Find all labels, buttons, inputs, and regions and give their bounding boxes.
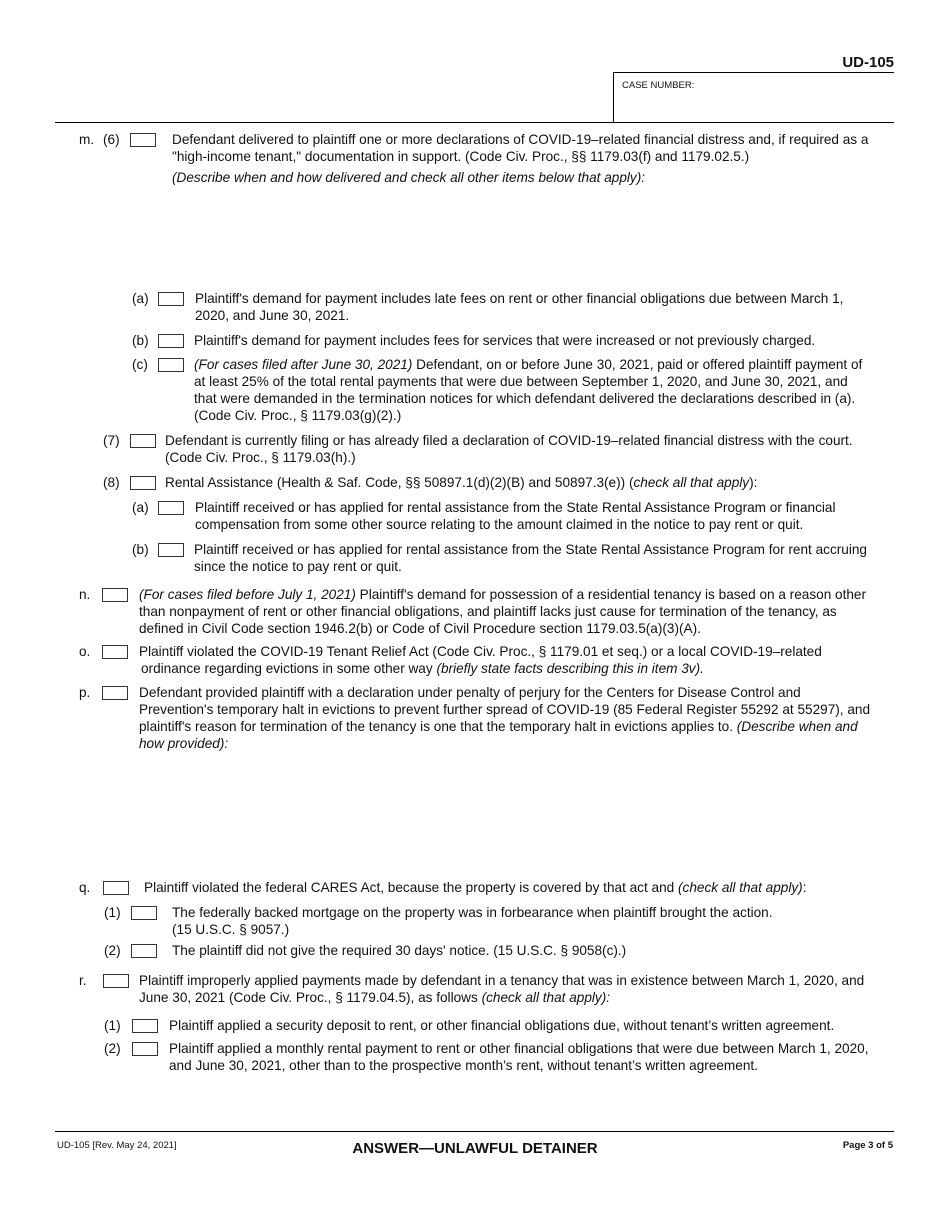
item-q-text-main: Plaintiff violated the federal CARES Act, because the property is covered by that act and — [144, 880, 678, 895]
item-m6a-text-line1: Plaintiff's demand for payment includes late fees on rent or other financial obligations due between March 1, — [195, 291, 844, 306]
item-m6c-text-line2: at least 25% of the total rental payments that were due between September 1, 2020, and June 30, 2021, and — [194, 374, 848, 389]
item-8-text — [165, 474, 757, 491]
item-n-label: n. — [79, 587, 91, 602]
item-o-label: o. — [79, 644, 91, 659]
item-r1-text: Plaintiff applied a security deposit to rent, or other financial obligations due, without tenant’s written agreement. — [169, 1018, 835, 1033]
item-r-text-line2 — [139, 989, 610, 1006]
item-m6-text-line1: Defendant delivered to plaintiff one or more declarations of COVID-19–related financial distress and, if required as a — [172, 132, 869, 147]
item-q-label: q. — [79, 880, 91, 895]
item-m6a-text-line2: 2020, and June 30, 2021. — [195, 308, 350, 323]
footer-divider — [55, 1131, 894, 1132]
item-8-checkbox[interactable] — [130, 476, 156, 490]
item-r2-text-line2: and June 30, 2021, other than to the prospective month’s rent, without tenant’s written agreement. — [169, 1058, 758, 1073]
item-n-line1-rest: Plaintiff's demand for possession of a residential tenancy is based on a reason other — [355, 587, 867, 602]
item-8a-label: (a) — [132, 500, 149, 515]
item-q-end: : — [802, 880, 807, 895]
item-m6c-text-line4: (Code Civ. Proc., § 1179.03(g)(2).) — [194, 408, 402, 423]
item-7-checkbox[interactable] — [130, 434, 156, 448]
item-8a-checkbox[interactable] — [158, 501, 184, 515]
item-o-text-line1: Plaintiff violated the COVID-19 Tenant Relief Act (Code Civ. Proc., § 1179.01 et seq.) or a local COVID-19–related — [139, 644, 822, 659]
item-q1-text-line2: (15 U.S.C. § 9057.) — [172, 922, 290, 937]
item-m6a-checkbox[interactable] — [158, 292, 184, 306]
item-8a-text-line1: Plaintiff received or has applied for rental assistance from the State Rental Assistance Program or financial — [195, 500, 836, 515]
item-o-checkbox[interactable] — [102, 645, 128, 659]
item-q-checkbox[interactable] — [103, 881, 129, 895]
item-o-italic: (briefly state facts describing this in item 3v). — [436, 661, 704, 676]
item-m6b-checkbox[interactable] — [158, 334, 184, 348]
item-m6c-checkbox[interactable] — [158, 358, 184, 372]
item-m6c-italic: (For cases filed after June 30, 2021) — [194, 357, 413, 372]
item-8-text-main: Rental Assistance (Health & Saf. Code, §§ 50897.1(d)(2)(B) and 50897.3(e)) ( — [165, 475, 634, 490]
item-8b-text-line1: Plaintiff received or has applied for rental assistance from the State Rental Assistance Program for rent accruing — [194, 542, 867, 557]
item-p-line3-italic: (Describe when and — [736, 719, 858, 734]
item-8b-text-line2: since the notice to pay rent or quit. — [194, 559, 402, 574]
item-8-end: ): — [749, 475, 758, 490]
item-p-description-area[interactable] — [139, 756, 891, 868]
item-q2-label: (2) — [104, 943, 121, 958]
item-m6-checkbox[interactable] — [130, 133, 156, 147]
case-number-box[interactable] — [613, 72, 894, 122]
item-q-italic: (check all that apply) — [678, 880, 803, 895]
item-m6-description-area[interactable] — [172, 192, 892, 284]
item-q-text — [144, 879, 806, 896]
item-m6c-line1-rest: Defendant, on or before June 30, 2021, paid or offered plaintiff payment of — [412, 357, 863, 372]
item-p-text-line4: how provided): — [139, 736, 229, 751]
item-o-line2-main: ordinance regarding evictions in some other way — [141, 661, 437, 676]
item-7-text-line1: Defendant is currently filing or has already filed a declaration of COVID-19–related financial distress with the court. — [165, 433, 853, 448]
item-p-text-line2: Prevention's temporary halt in evictions to prevent further spread of COVID-19 (85 Federal Register 55292 at 55297), and — [139, 702, 871, 717]
item-r1-label: (1) — [104, 1018, 121, 1033]
item-p-text-line1: Defendant provided plaintiff with a declaration under penalty of perjury for the Centers for Disease Control and — [139, 685, 801, 700]
item-8b-checkbox[interactable] — [158, 543, 184, 557]
header-divider — [55, 122, 894, 123]
item-m6a-label: (a) — [132, 291, 149, 306]
item-m6-instruction: (Describe when and how delivered and check all other items below that apply): — [172, 170, 646, 185]
item-r-italic: (check all that apply): — [481, 990, 611, 1005]
form-id: UD-105 — [842, 54, 894, 71]
item-r2-label: (2) — [104, 1041, 121, 1056]
item-m6b-text: Plaintiff's demand for payment includes fees for services that were increased or not previously charged. — [194, 333, 816, 348]
item-q1-checkbox[interactable] — [131, 906, 157, 920]
item-m6c-text-line1 — [194, 356, 862, 373]
footer-title: ANSWER—UNLAWFUL DETAINER — [352, 1140, 598, 1157]
item-r-checkbox[interactable] — [103, 974, 129, 988]
item-m6b-label: (b) — [132, 333, 149, 348]
item-r2-checkbox[interactable] — [132, 1042, 158, 1056]
item-n-text-line3: defined in Civil Code section 1946.2(b) or Code of Civil Procedure section 1179.03.5(a)(3)(A). — [139, 621, 701, 636]
item-7-text-line2: (Code Civ. Proc., § 1179.03(h).) — [165, 450, 356, 465]
item-8-italic: check all that apply — [633, 475, 750, 490]
item-q1-text-line1: The federally backed mortgage on the property was in forbearance when plaintiff brought the action. — [172, 905, 773, 920]
item-o-text-line2 — [141, 660, 704, 677]
item-r-label: r. — [79, 973, 87, 988]
item-p-checkbox[interactable] — [102, 686, 128, 700]
item-m6c-text-line3: that were demanded in the termination notices for which defendant delivered the declarations described in (a). — [194, 391, 856, 406]
item-m6-text-line2: "high-income tenant," documentation in support. (Code Civ. Proc., §§ 1179.03(f) and 1179.02.5.) — [172, 149, 750, 164]
item-r1-checkbox[interactable] — [132, 1019, 158, 1033]
item-n-text-line2: than nonpayment of rent or other financial obligations, and plaintiff lacks just cause for termination of the tenancy, as — [139, 604, 837, 619]
item-q2-checkbox[interactable] — [131, 944, 157, 958]
case-number-label: CASE NUMBER: — [622, 80, 695, 91]
item-p-text-line3 — [139, 718, 858, 735]
item-n-italic: (For cases filed before July 1, 2021) — [139, 587, 356, 602]
footer-form-revision: UD-105 [Rev. May 24, 2021] — [57, 1140, 177, 1151]
footer-page-number: Page 3 of 5 — [842, 1140, 893, 1151]
item-7-label: (7) — [103, 433, 120, 448]
item-r2-text-line1: Plaintiff applied a monthly rental payment to rent or other financial obligations that were due between March 1, 2020, — [169, 1041, 869, 1056]
item-8a-text-line2: compensation from some other source relating to the amount claimed in the notice to pay rent or quit. — [195, 517, 804, 532]
item-m-letter: m. — [79, 132, 95, 147]
item-r-text-line1: Plaintiff improperly applied payments made by defendant in a tenancy that was in existence between March 1, 2020, and — [139, 973, 865, 988]
item-n-checkbox[interactable] — [102, 588, 128, 602]
item-m-number: (6) — [103, 132, 120, 147]
item-p-line3-main: plaintiff's reason for termination of the tenancy is one that the temporary halt in evictions applies to. — [139, 719, 737, 734]
item-8b-label: (b) — [132, 542, 149, 557]
item-q2-text: The plaintiff did not give the required 30 days' notice. (15 U.S.C. § 9058(c).) — [172, 943, 627, 958]
item-p-label: p. — [79, 685, 91, 700]
item-q1-label: (1) — [104, 905, 121, 920]
item-r-line2-main: June 30, 2021 (Code Civ. Proc., § 1179.04.5), as follows — [139, 990, 482, 1005]
item-n-text-line1 — [139, 586, 866, 603]
item-m6c-label: (c) — [132, 357, 148, 372]
item-8-label: (8) — [103, 475, 120, 490]
